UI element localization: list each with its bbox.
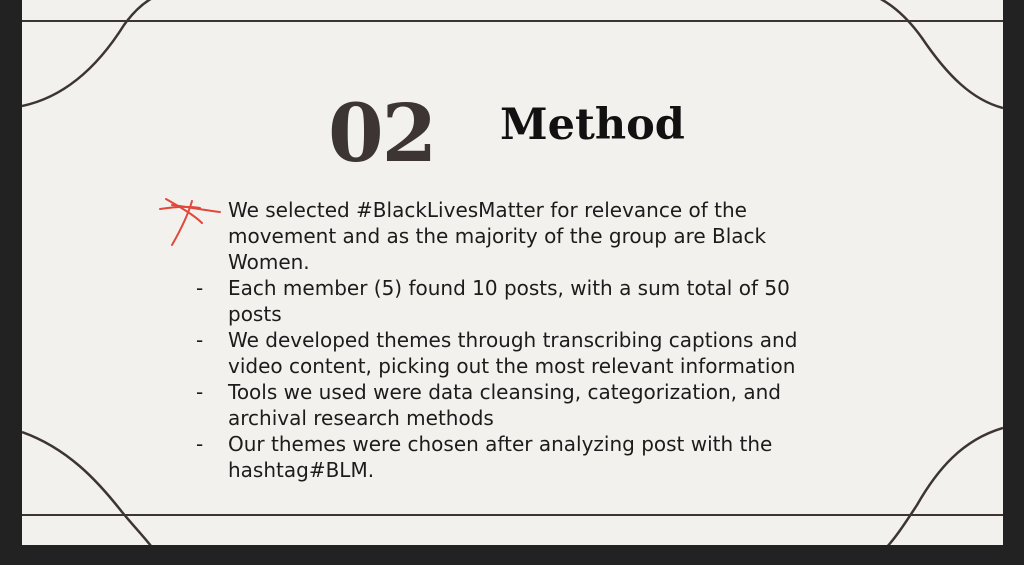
slide xyxy=(22,0,1003,545)
list-item xyxy=(192,327,842,379)
list-item xyxy=(192,379,842,431)
bullet-text: We selected #BlackLivesMatter for relevance of the movement and as the majority of the group are Black Women. xyxy=(228,198,767,274)
bullet-text: We developed themes through transcribing captions and video content, picking out the most relevant information xyxy=(228,328,798,378)
bullet-dash: - xyxy=(196,328,204,352)
list-item xyxy=(192,431,842,483)
top-right-curve xyxy=(860,0,1003,108)
section-number: 02 xyxy=(328,86,436,180)
bullet-dash: - xyxy=(196,432,204,456)
list-item xyxy=(192,275,842,327)
bullet-text: Tools we used were data cleansing, categorization, and archival research methods xyxy=(228,380,781,430)
bullet-dash: - xyxy=(196,276,204,300)
top-left-curve xyxy=(22,0,172,106)
bullet-text: Each member (5) found 10 posts, with a sum total of 50 posts xyxy=(228,276,790,326)
slide-title: Method xyxy=(500,100,685,150)
bottom-left-curve xyxy=(22,432,154,545)
bullet-text: Our themes were chosen after analyzing post with the hashtag#BLM. xyxy=(228,432,773,482)
method-bullet-list xyxy=(192,197,842,483)
bullet-dash: - xyxy=(196,380,204,404)
bottom-right-curve xyxy=(884,428,1003,545)
list-item xyxy=(192,197,842,275)
